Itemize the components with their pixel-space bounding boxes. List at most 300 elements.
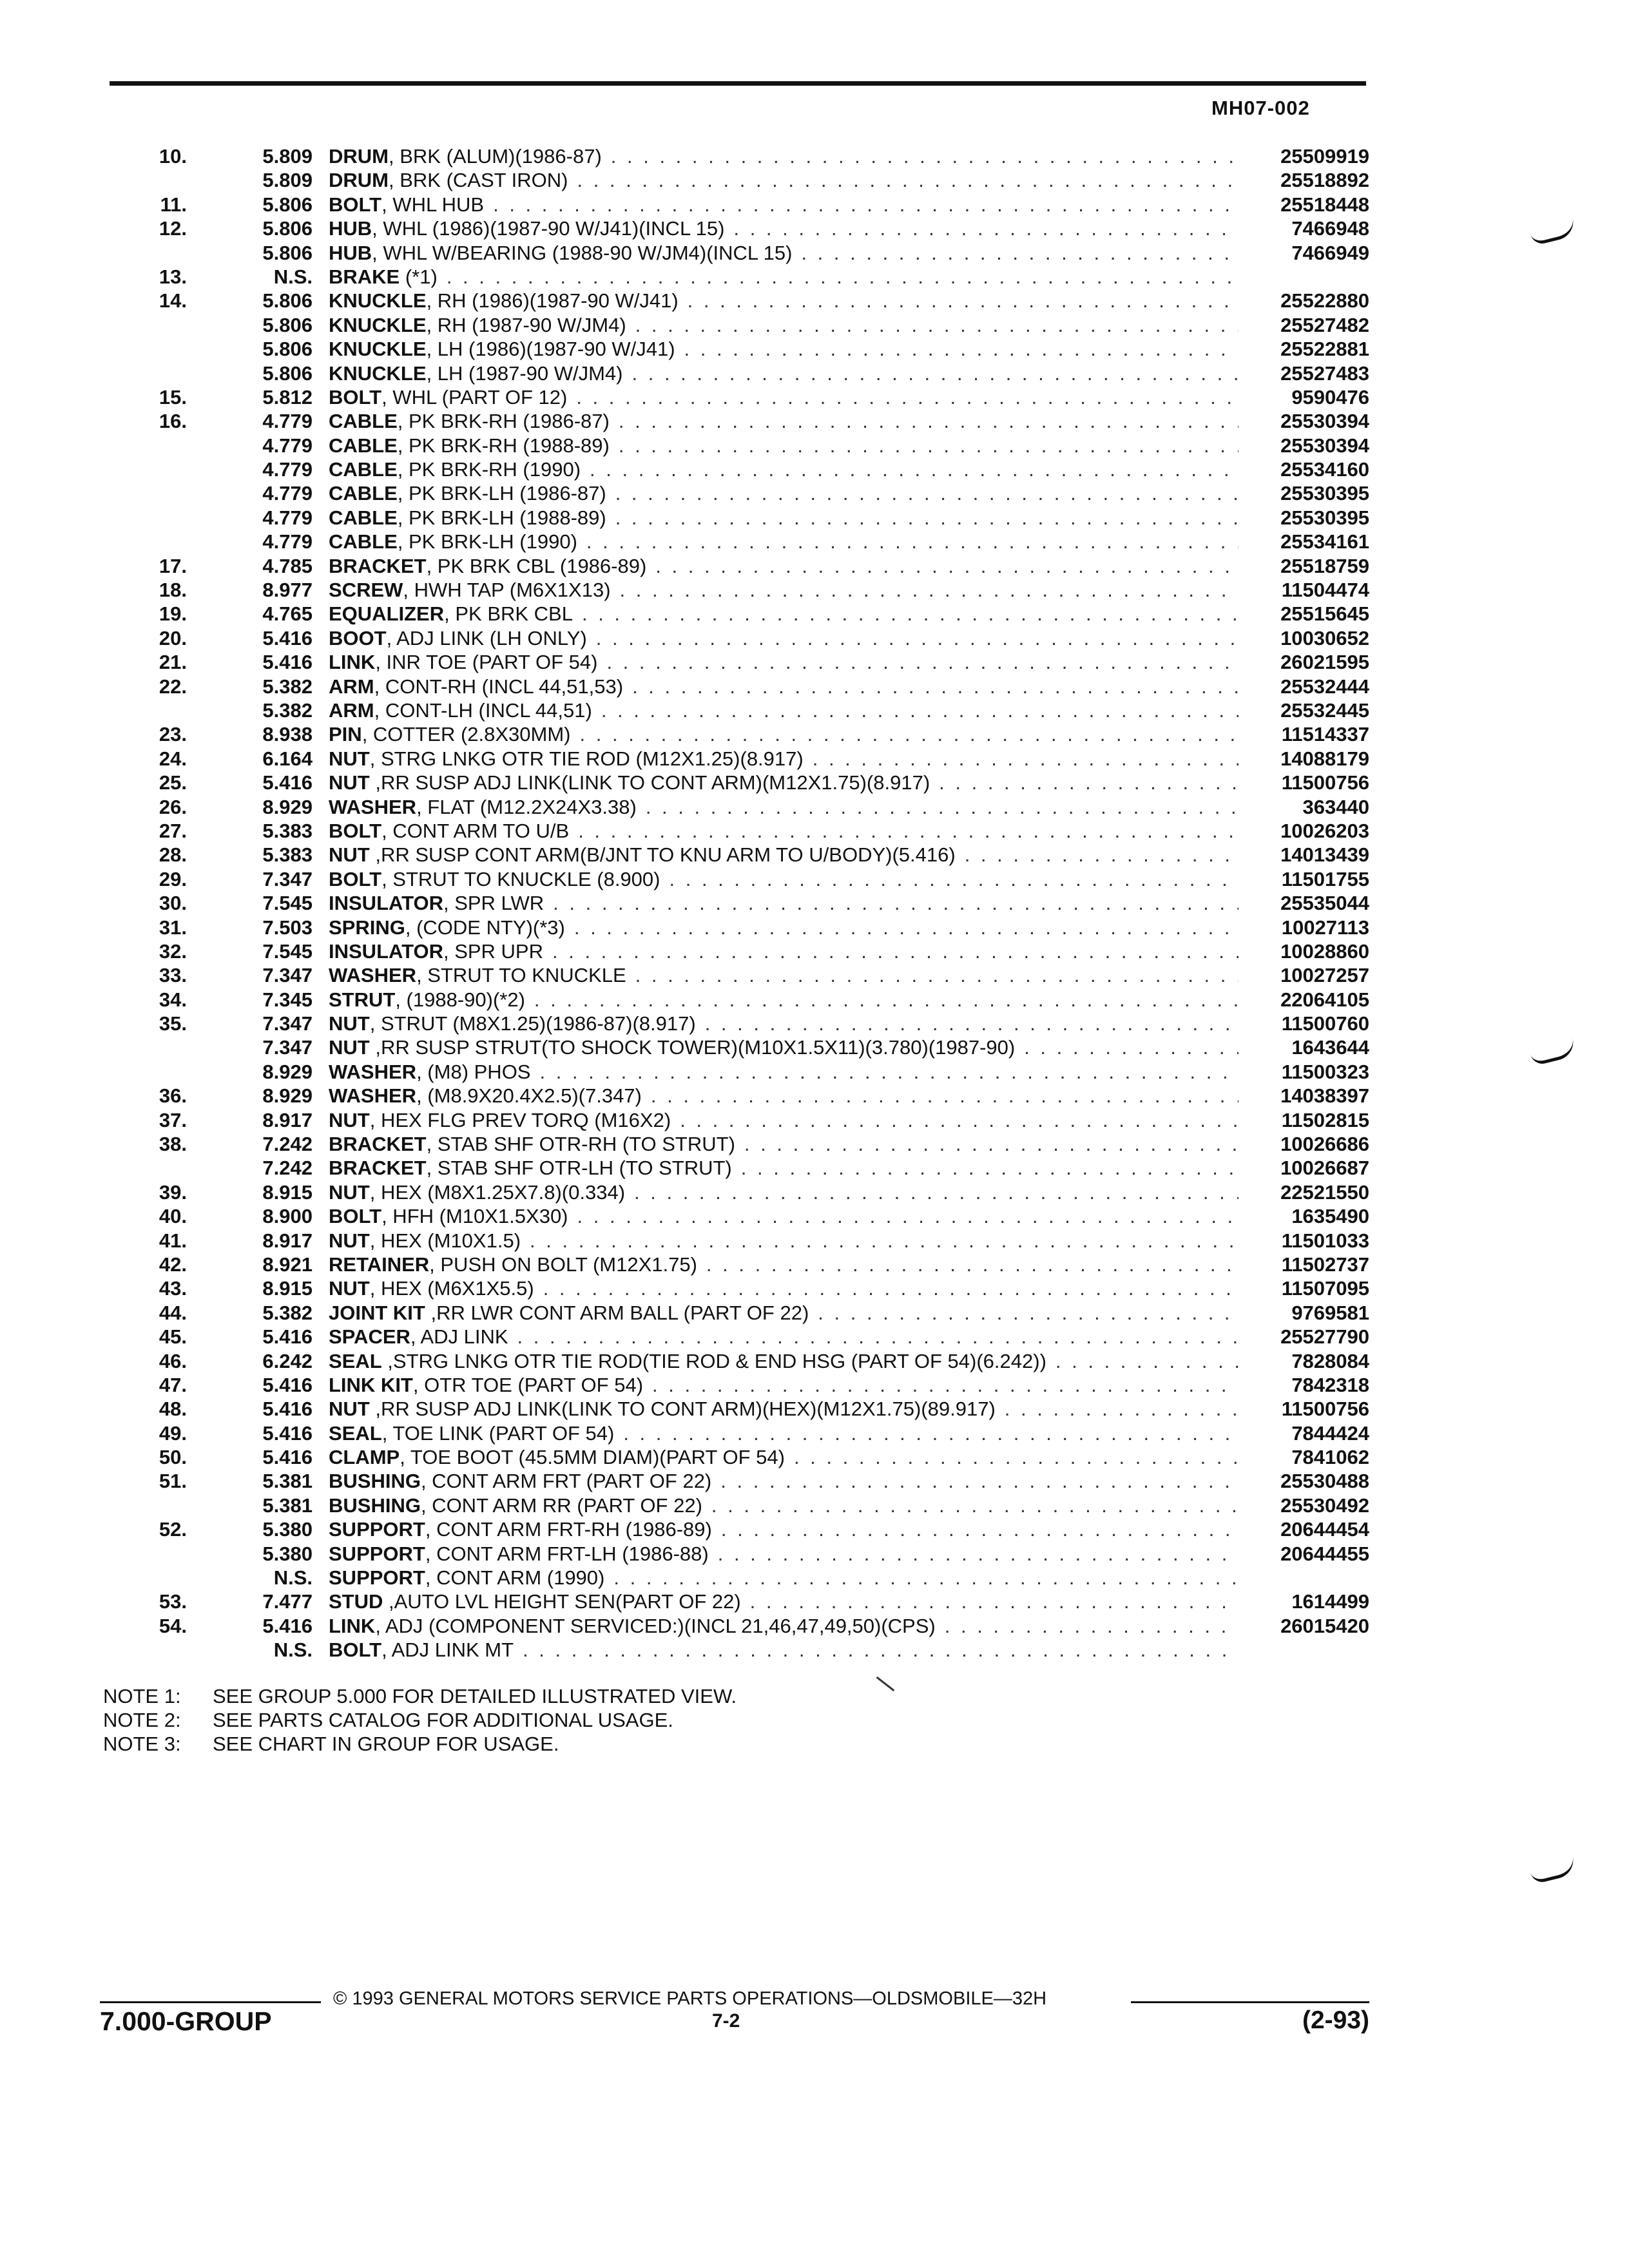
leader-dots	[744, 1132, 1239, 1156]
part-detail: , HEX (M8X1.25X7.8)(0.334)	[369, 1180, 626, 1204]
part-detail: , CONT ARM FRT-RH (1986-89)	[425, 1518, 712, 1541]
group-number: 5.416	[262, 1373, 313, 1396]
leader-dots	[1024, 1035, 1239, 1059]
part-name: INSULATOR	[329, 939, 443, 963]
part-name: CLAMP	[329, 1446, 400, 1469]
item-number: 33.	[159, 964, 187, 987]
part-detail: , PK BRK CBL (1986-89)	[426, 554, 647, 577]
part-number: 25534160	[1280, 458, 1369, 481]
part-description	[313, 1035, 1244, 1059]
group-number: 5.806	[262, 193, 313, 216]
leader-dots	[611, 144, 1239, 168]
part-number: 26021595	[1280, 651, 1369, 674]
part-detail: , PK BRK-LH (1986-87)	[397, 482, 606, 505]
item-number: 16.	[159, 410, 187, 433]
part-name: SEAL	[329, 1349, 382, 1372]
part-description	[313, 867, 1244, 891]
group-number: 8.917	[262, 1229, 313, 1252]
part-number: 10028860	[1280, 939, 1369, 963]
part-description	[313, 988, 1244, 1012]
item-number: 49.	[159, 1421, 187, 1445]
group-number: 5.416	[262, 1446, 313, 1469]
parts-row	[110, 1349, 1369, 1373]
parts-row	[110, 722, 1369, 746]
item-number: 28.	[159, 843, 187, 867]
part-name: LINK	[329, 1614, 376, 1637]
part-name: WASHER	[329, 964, 417, 987]
part-name: CABLE	[329, 506, 398, 529]
group-number: 4.785	[262, 554, 313, 577]
group-number: 5.416	[262, 1421, 313, 1445]
part-description	[313, 144, 1244, 168]
part-description	[313, 434, 1244, 457]
margin-check-mark	[1529, 217, 1577, 246]
item-number: 37.	[159, 1108, 187, 1131]
leader-dots	[523, 1638, 1239, 1662]
leader-dots	[721, 1517, 1239, 1541]
note-label: NOTE 2:	[103, 1709, 181, 1731]
item-number: 13.	[159, 265, 187, 288]
part-description	[313, 843, 1244, 867]
part-name: BUSHING	[329, 1494, 421, 1517]
part-name: NUT	[329, 1012, 370, 1035]
part-number: 10026203	[1280, 819, 1369, 842]
part-description	[313, 1566, 1244, 1590]
part-name: INSULATOR	[329, 892, 443, 915]
leader-dots	[670, 867, 1239, 891]
group-number: 5.809	[262, 169, 313, 192]
parts-row	[110, 747, 1369, 771]
leader-dots	[590, 457, 1239, 481]
part-detail: , OTR TOE (PART OF 54)	[412, 1373, 644, 1396]
page-footer	[100, 1983, 1369, 2035]
parts-row	[110, 819, 1369, 843]
part-number: 11500756	[1281, 771, 1369, 794]
leader-dots	[1005, 1397, 1239, 1421]
part-number: 11502815	[1281, 1108, 1369, 1131]
part-number: 22521550	[1280, 1180, 1369, 1204]
part-number: 25530395	[1280, 482, 1369, 505]
group-number: 5.809	[262, 145, 313, 168]
leader-dots	[939, 771, 1239, 794]
leader-dots	[552, 939, 1239, 963]
part-number: 11501755	[1281, 867, 1369, 890]
part-number: 11500323	[1281, 1060, 1369, 1083]
copyright-line: © 1993 GENERAL MOTORS SERVICE PARTS OPERATIONS—OLDSMOBILE—32H	[333, 1988, 1047, 2009]
part-description	[313, 891, 1244, 915]
document-code: MH07-002	[1211, 97, 1310, 119]
part-number: 14013439	[1280, 843, 1369, 867]
leader-dots	[620, 578, 1239, 602]
part-description	[313, 1373, 1244, 1397]
parts-row	[110, 144, 1369, 168]
part-detail: , ADJ LINK (LH ONLY)	[386, 626, 587, 649]
leader-dots	[711, 1494, 1239, 1517]
item-number: 54.	[159, 1614, 187, 1637]
part-number: 25518448	[1280, 193, 1369, 216]
part-number: 20644455	[1280, 1542, 1369, 1565]
part-detail: , WHL (PART OF 12)	[381, 385, 568, 408]
item-number: 39.	[159, 1180, 187, 1204]
part-detail: , PK BRK-RH (1990)	[397, 458, 581, 481]
group-number: 5.806	[262, 289, 313, 312]
part-detail: ,RR LWR CONT ARM BALL (PART OF 22)	[425, 1301, 809, 1324]
note-label: NOTE 1:	[103, 1685, 181, 1707]
parts-row	[110, 554, 1369, 578]
group-number: 7.347	[262, 964, 313, 987]
parts-row	[110, 1180, 1369, 1204]
part-number: 25534161	[1280, 530, 1369, 553]
group-number: 5.806	[262, 241, 313, 264]
leader-dots	[718, 1542, 1239, 1566]
part-description	[313, 1542, 1244, 1566]
part-detail: , PK BRK-LH (1988-89)	[397, 506, 606, 529]
part-detail: , (M8.9X20.4X2.5)(7.347)	[416, 1084, 642, 1108]
leader-dots	[577, 168, 1239, 192]
part-number: 7842318	[1291, 1373, 1369, 1396]
part-number: 1635490	[1291, 1205, 1369, 1228]
part-detail: , CONT ARM FRT-LH (1986-88)	[425, 1542, 709, 1565]
item-number: 11.	[160, 193, 187, 216]
parts-row	[110, 602, 1369, 626]
part-description	[313, 1421, 1244, 1445]
part-detail: , (M8) PHOS	[416, 1060, 531, 1083]
part-detail: , PK BRK-RH (1986-87)	[397, 410, 610, 433]
part-description	[313, 578, 1244, 602]
leader-dots	[1055, 1349, 1239, 1373]
group-number: 6.164	[262, 747, 313, 770]
leader-dots	[635, 313, 1239, 337]
part-detail: ,AUTO LVL HEIGHT SEN(PART OF 22)	[383, 1590, 741, 1613]
parts-row	[110, 361, 1369, 385]
parts-row	[110, 481, 1369, 505]
part-name: JOINT KIT	[329, 1301, 425, 1324]
part-name: SUPPORT	[329, 1518, 425, 1541]
part-description	[313, 1253, 1244, 1276]
group-number: 8.915	[262, 1277, 313, 1300]
part-detail: , HEX FLG PREV TORQ (M16X2)	[369, 1108, 671, 1131]
part-detail: , FLAT (M12.2X24X3.38)	[416, 795, 637, 818]
group-number: 8.929	[262, 795, 313, 818]
part-description	[313, 265, 1244, 289]
leader-dots	[741, 1156, 1239, 1180]
part-description	[313, 1012, 1244, 1035]
item-number: 27.	[159, 819, 187, 842]
group-number: 4.779	[262, 530, 313, 553]
item-number: 52.	[159, 1518, 187, 1541]
part-description	[313, 1517, 1244, 1541]
parts-row	[110, 241, 1369, 265]
leader-dots	[576, 385, 1239, 409]
group-number: 5.382	[262, 698, 313, 722]
part-description	[313, 1108, 1244, 1132]
stray-mark	[876, 1677, 895, 1691]
leader-dots	[634, 1180, 1239, 1204]
part-description	[313, 1614, 1244, 1638]
part-detail: , WHL W/BEARING (1988-90 W/JM4)(INCL 15)	[372, 241, 793, 264]
item-number: 17.	[159, 554, 187, 577]
part-detail: , CONT ARM FRT (PART OF 22)	[420, 1470, 712, 1493]
item-number: 43.	[159, 1277, 187, 1300]
part-number: 25527482	[1280, 313, 1369, 336]
leader-dots	[818, 1301, 1239, 1325]
part-name: BOLT	[329, 193, 382, 216]
part-name: WASHER	[329, 1060, 417, 1083]
parts-row	[110, 1397, 1369, 1421]
part-detail: , STRUT TO KNUCKLE	[416, 964, 626, 987]
group-number: 8.929	[262, 1060, 313, 1083]
part-name: NUT	[329, 1108, 370, 1131]
parts-row	[110, 434, 1369, 457]
part-number: 7841062	[1291, 1446, 1369, 1469]
top-rule	[110, 81, 1366, 86]
item-number: 41.	[159, 1229, 187, 1252]
group-number: 5.416	[262, 651, 313, 674]
leader-dots	[750, 1590, 1239, 1613]
part-name: ARM	[329, 698, 374, 722]
leader-dots	[619, 409, 1239, 433]
part-number: 10027257	[1280, 964, 1369, 987]
page-number: 7-2	[712, 2010, 740, 2032]
part-name: EQUALIZER	[329, 602, 445, 626]
group-number: 7.347	[262, 867, 313, 890]
part-name: BUSHING	[329, 1470, 421, 1493]
part-name: BOLT	[329, 867, 382, 890]
part-detail: , STAB SHF OTR-RH (TO STRUT)	[426, 1133, 735, 1156]
leader-dots	[619, 434, 1239, 457]
leader-dots	[553, 891, 1239, 915]
part-name: BRACKET	[329, 554, 427, 577]
part-detail: , ADJ LINK MT	[381, 1639, 514, 1662]
parts-row	[110, 867, 1369, 891]
leader-dots	[530, 1229, 1239, 1253]
part-description	[313, 1445, 1244, 1469]
leader-dots	[680, 1108, 1239, 1132]
leader-dots	[534, 988, 1239, 1012]
leader-dots	[945, 1614, 1239, 1638]
part-name: CABLE	[329, 458, 398, 481]
item-number: 44.	[159, 1301, 187, 1324]
leader-dots	[706, 1253, 1239, 1276]
part-number: 11504474	[1281, 579, 1369, 602]
part-name: WASHER	[329, 1084, 417, 1108]
part-description	[313, 1590, 1244, 1613]
revision-date: (2-93)	[1302, 2006, 1369, 2034]
part-number: 25530488	[1280, 1470, 1369, 1493]
part-number: 11501033	[1281, 1229, 1369, 1252]
leader-dots	[965, 843, 1239, 867]
part-number: 10027113	[1281, 916, 1369, 939]
parts-row	[110, 1012, 1369, 1035]
part-description	[313, 1397, 1244, 1421]
part-detail: , RH (1987-90 W/JM4)	[426, 313, 626, 336]
parts-row	[110, 1517, 1369, 1541]
part-description	[313, 530, 1244, 553]
part-detail: , HEX (M10X1.5)	[369, 1229, 521, 1252]
part-description	[313, 554, 1244, 578]
leader-dots	[813, 747, 1239, 771]
group-number: 8.921	[262, 1253, 313, 1276]
item-number: 22.	[159, 675, 187, 698]
parts-row	[110, 771, 1369, 794]
item-number: 30.	[159, 892, 187, 915]
group-number: N.S.	[273, 1566, 313, 1590]
part-number: 7844424	[1291, 1421, 1369, 1445]
item-number: 45.	[159, 1325, 187, 1349]
part-detail: , (1988-90)(*2)	[395, 988, 525, 1011]
part-name: BRAKE	[329, 265, 400, 288]
leader-dots	[582, 602, 1239, 626]
part-description	[313, 916, 1244, 939]
parts-row	[110, 1229, 1369, 1253]
group-number: 8.929	[262, 1084, 313, 1108]
leader-dots	[652, 1373, 1239, 1397]
part-name: KNUCKLE	[329, 338, 427, 361]
part-name: CABLE	[329, 482, 398, 505]
part-number: 1643644	[1291, 1036, 1369, 1059]
part-name: RETAINER	[329, 1253, 430, 1276]
part-description	[313, 241, 1244, 265]
leader-dots	[517, 1325, 1239, 1349]
group-number: N.S.	[273, 265, 313, 288]
part-detail: , WHL (1986)(1987-90 W/J41)(INCL 15)	[372, 217, 725, 240]
leader-dots	[733, 216, 1239, 240]
parts-row	[110, 1035, 1369, 1059]
leader-dots	[688, 289, 1239, 312]
leader-dots	[655, 554, 1239, 578]
part-number: 14088179	[1280, 747, 1369, 770]
part-number: 25522880	[1280, 289, 1369, 312]
group-number: 8.977	[262, 579, 313, 602]
group-number: 7.545	[262, 892, 313, 915]
part-description	[313, 1204, 1244, 1228]
group-number: 7.242	[262, 1133, 313, 1156]
group-number: 8.915	[262, 1180, 313, 1204]
item-number: 34.	[159, 988, 187, 1011]
part-description	[313, 1180, 1244, 1204]
part-detail: , PUSH ON BOLT (M12X1.75)	[429, 1253, 697, 1276]
margin-check-mark	[1529, 1856, 1577, 1885]
group-number: 5.380	[262, 1518, 313, 1541]
group-number: 5.383	[262, 819, 313, 842]
part-name: LINK	[329, 651, 376, 674]
part-number: 25532444	[1280, 675, 1369, 698]
leader-dots	[578, 819, 1239, 843]
part-detail: , CONT ARM (1990)	[425, 1566, 605, 1590]
item-number: 12.	[159, 217, 187, 240]
part-number: 25535044	[1280, 892, 1369, 915]
item-number: 36.	[159, 1084, 187, 1108]
part-name: NUT	[329, 1180, 370, 1204]
part-detail: , INR TOE (PART OF 54)	[375, 651, 598, 674]
parts-row	[110, 337, 1369, 361]
parts-row	[110, 409, 1369, 433]
part-description	[313, 747, 1244, 771]
part-name: NUT	[329, 1036, 370, 1059]
group-number: 5.806	[262, 361, 313, 385]
leader-dots	[635, 963, 1239, 987]
parts-row	[110, 1590, 1369, 1613]
part-detail: ,RR SUSP ADJ LINK(LINK TO CONT ARM)(HEX)(M12X1.75)(89.917)	[369, 1398, 996, 1421]
part-name: WASHER	[329, 795, 417, 818]
leader-dots	[606, 650, 1239, 674]
group-number: 5.416	[262, 1614, 313, 1637]
part-number: 9769581	[1291, 1301, 1369, 1324]
part-description	[313, 698, 1244, 722]
group-number: 7.347	[262, 1012, 313, 1035]
part-name: CABLE	[329, 530, 398, 553]
footer-rule-right	[1131, 2001, 1369, 2003]
parts-row	[110, 1614, 1369, 1638]
leader-dots	[539, 1060, 1239, 1084]
leader-dots	[543, 1276, 1239, 1300]
group-number: 4.779	[262, 410, 313, 433]
part-name: SUPPORT	[329, 1542, 425, 1565]
group-number: 7.347	[262, 1036, 313, 1059]
item-number: 50.	[159, 1446, 187, 1469]
part-number: 14038397	[1280, 1084, 1369, 1108]
parts-row	[110, 1276, 1369, 1300]
leader-dots	[646, 795, 1239, 819]
group-number: 5.383	[262, 843, 313, 867]
leader-dots	[632, 361, 1239, 385]
part-description	[313, 722, 1244, 746]
item-number: 19.	[159, 602, 187, 626]
part-name: NUT	[329, 843, 370, 867]
group-number: 5.416	[262, 771, 313, 794]
part-name: NUT	[329, 1398, 370, 1421]
group-number: 5.812	[262, 385, 313, 408]
part-detail: , ADJ LINK	[410, 1325, 508, 1349]
part-number: 25515645	[1280, 602, 1369, 626]
group-number: 4.765	[262, 602, 313, 626]
parts-row	[110, 1084, 1369, 1108]
group-number: 4.779	[262, 482, 313, 505]
part-detail: , HEX (M6X1X5.5)	[369, 1277, 534, 1300]
part-number: 25518759	[1280, 554, 1369, 577]
part-description	[313, 1494, 1244, 1517]
part-number: 20644454	[1280, 1518, 1369, 1541]
part-number: 25530492	[1280, 1494, 1369, 1517]
group-number: 7.242	[262, 1157, 313, 1180]
part-name: NUT	[329, 1277, 370, 1300]
part-number: 9590476	[1291, 385, 1369, 408]
item-number: 35.	[159, 1012, 187, 1035]
leader-dots	[596, 626, 1239, 650]
parts-row	[110, 578, 1369, 602]
part-description	[313, 1276, 1244, 1300]
item-number: 46.	[159, 1349, 187, 1372]
group-number: 5.416	[262, 626, 313, 649]
footer-rule-left	[100, 2001, 321, 2003]
parts-row	[110, 1132, 1369, 1156]
part-description	[313, 481, 1244, 505]
part-description	[313, 1469, 1244, 1493]
part-name: HUB	[329, 217, 372, 240]
part-detail: , WHL HUB	[381, 193, 485, 216]
parts-row	[110, 916, 1369, 939]
part-name: DRUM	[329, 169, 389, 192]
leader-dots	[623, 1421, 1239, 1445]
leader-dots	[577, 1204, 1239, 1228]
item-number: 25.	[159, 771, 187, 794]
group-number: 5.382	[262, 675, 313, 698]
parts-row	[110, 1421, 1369, 1445]
part-number: 7466949	[1291, 241, 1369, 264]
leader-dots	[632, 675, 1239, 698]
part-description	[313, 361, 1244, 385]
part-description	[313, 1132, 1244, 1156]
